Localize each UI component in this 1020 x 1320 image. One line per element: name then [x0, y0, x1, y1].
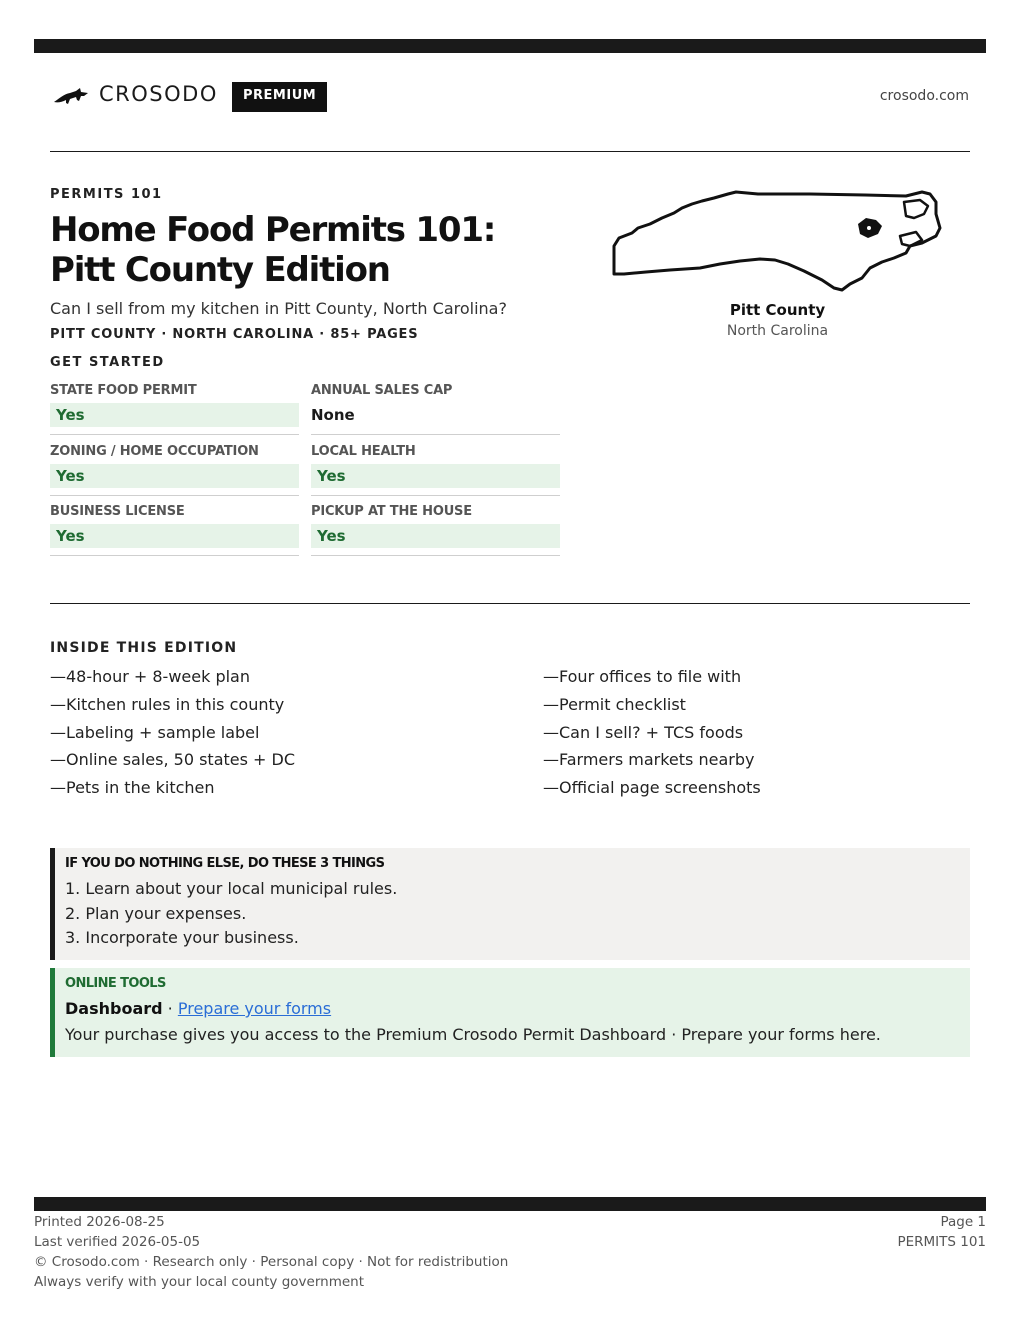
dashboard-label: Dashboard [65, 999, 163, 1018]
header [50, 80, 969, 114]
fact-value: Yes [311, 464, 560, 488]
separator: · [162, 999, 178, 1018]
contents-list-left [50, 665, 295, 804]
list-item: —Can I sell? + TCS foods [543, 722, 744, 742]
verified-date: Last verified 2026-05-05 [34, 1234, 201, 1250]
fact-business-license [50, 503, 299, 556]
fact-value: Yes [50, 464, 299, 488]
page-title: Home Food Permits 101: Pitt County Edition [50, 210, 496, 290]
bottom-bar [34, 1197, 986, 1211]
fact-local-health [311, 443, 560, 496]
list-item: —Online sales, 50 states + DC [50, 750, 296, 770]
list-item: 2. Plan your expenses. [65, 903, 247, 923]
list-item: —Pets in the kitchen [50, 778, 215, 798]
state-outline-map [610, 188, 945, 298]
fact-value: Yes [50, 403, 299, 427]
contents-list-right [543, 665, 761, 804]
map-state-label: North Carolina [726, 323, 829, 339]
fact-label: STATE FOOD PERMIT [50, 383, 197, 398]
list-item: —Four offices to file with [543, 667, 742, 686]
prepare-forms-link[interactable]: Prepare your forms [177, 999, 332, 1018]
header-divider [50, 151, 970, 152]
list-item: —48-hour + 8-week plan [50, 667, 250, 686]
fact-label: BUSINESS LICENSE [50, 504, 185, 519]
online-tools-callout [50, 968, 970, 1057]
premium-badge: PREMIUM [232, 82, 327, 112]
footer-left [34, 1212, 508, 1292]
page-number: Page 1 [940, 1214, 986, 1230]
list-item: —Official page screenshots [543, 778, 761, 798]
fact-zoning [50, 443, 299, 496]
top-bar [34, 39, 986, 53]
three-things-callout [50, 848, 970, 960]
fact-label: PICKUP AT THE HOUSE [311, 504, 472, 519]
list-item: —Permit checklist [543, 694, 686, 714]
site-url[interactable]: crosodo.com [879, 88, 969, 104]
edition-meta: PITT COUNTY · NORTH CAROLINA · 85+ PAGES [50, 327, 419, 342]
fact-label: ZONING / HOME OCCUPATION [50, 444, 259, 459]
callout-heading: IF YOU DO NOTHING ELSE, DO THESE 3 THINGS [65, 856, 385, 871]
page-subtitle: Can I sell from my kitchen in Pitt County, North Carolina? [50, 299, 507, 318]
footer-right [897, 1212, 986, 1252]
fact-state-food-permit [50, 382, 299, 435]
section-divider [50, 603, 970, 604]
fact-value: None [311, 406, 355, 424]
footer-section: PERMITS 101 [897, 1234, 986, 1250]
brand-name[interactable]: CROSODO [99, 82, 218, 106]
list-item: 3. Incorporate your business. [65, 928, 299, 947]
list-item: —Labeling + sample label [50, 722, 260, 742]
list-item: —Farmers markets nearby [543, 750, 755, 770]
fact-pickup-at-house [311, 503, 560, 556]
running-fox-icon [54, 88, 88, 106]
tools-heading: ONLINE TOOLS [65, 976, 166, 991]
printed-date: Printed 2026-08-25 [34, 1214, 165, 1230]
tools-description: Your purchase gives you access to the Premium Crosodo Permit Dashboard · Prepare your forms here. [65, 1025, 881, 1044]
list-item: —Kitchen rules in this county [50, 694, 285, 714]
inside-edition-heading: INSIDE THIS EDITION [50, 640, 238, 656]
map-county-label: Pitt County [729, 301, 826, 319]
fact-annual-sales-cap [311, 382, 560, 435]
fact-label: LOCAL HEALTH [311, 444, 416, 459]
callout-list [65, 877, 960, 951]
get-started-heading: GET STARTED [50, 355, 165, 370]
fact-value: Yes [50, 524, 299, 548]
copyright: © Crosodo.com · Research only · Personal copy · Not for redistribution [34, 1254, 509, 1270]
dashboard-line [65, 997, 960, 1023]
fact-value: Yes [311, 524, 560, 548]
list-item: 1. Learn about your local municipal rules. [65, 879, 398, 898]
kicker: PERMITS 101 [50, 187, 163, 202]
disclaimer: Always verify with your local county government [34, 1274, 364, 1290]
fact-label: ANNUAL SALES CAP [311, 383, 453, 398]
